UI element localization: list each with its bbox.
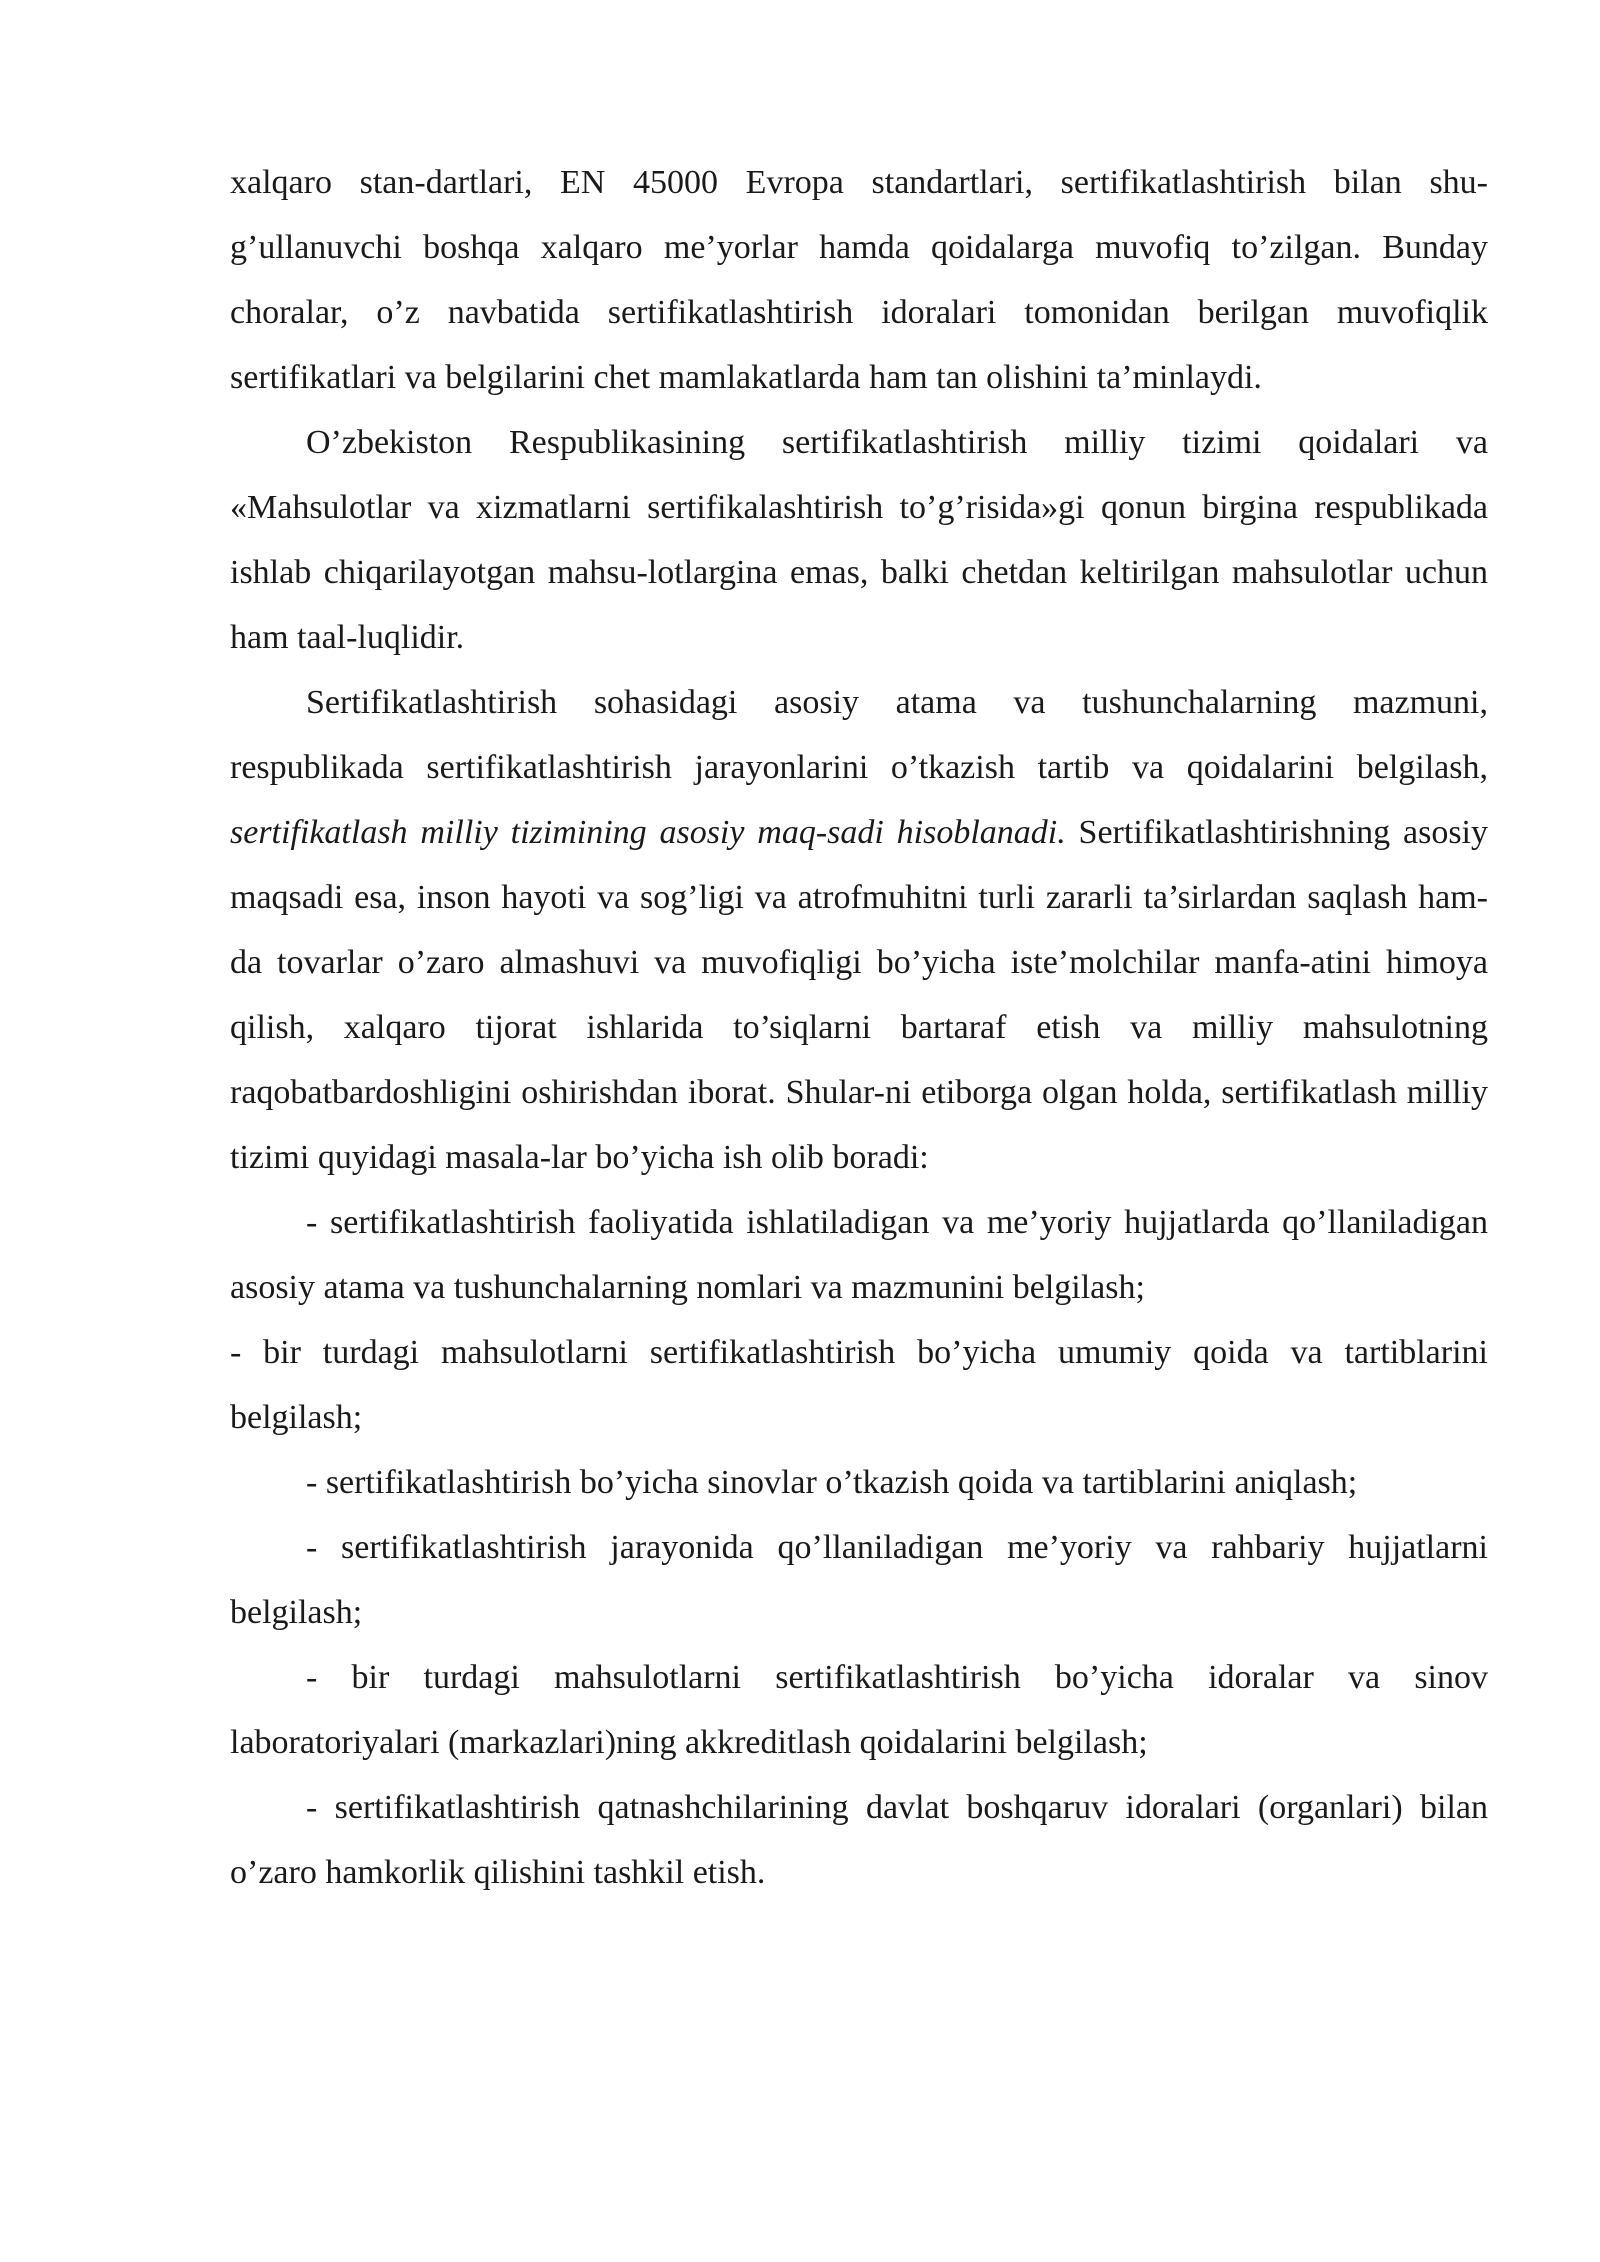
paragraph-text-end: Sertifikatlashtirishning asosiy maqsadi esa, inson hayoti va sog’ligi va atrofmuhitni turli zararli ta’sirlardan saqlash ham-da tovarlar o’zaro almashuvi va muvofiqligi bo’yicha iste’molchilar manfa-atini himoya qilish, xalqaro tijorat ishlarida to’siqlarni bartaraf etish va milliy mahsulotning raqobatbardoshligini oshirishdan iborat. Shular-ni etiborga olgan holda, sertifikatlash milliy tizimi quyidagi masala-lar bo’yicha ish olib boradi:: [230, 814, 1489, 1176]
list-item: - sertifikatlashtirish bo’yicha sinovlar o’tkazish qoida va tartiblarini aniqlash;: [306, 1464, 1358, 1501]
paragraph-text-start: Sertifikatlashtirish sohasidagi asosiy atama va tushunchalarning mazmuni, respublikada sertifikatlashtirish jarayonlarini o’tkazish tartib va qoidalarini belgilash,: [230, 684, 1488, 786]
paragraph-text-italic: sertifikatlash milliy tizimining asosiy maq-sadi hisoblanadi.: [230, 814, 1066, 851]
paragraph-republic-rules: O’zbekiston Respublikasining sertifikatlashtirish milliy tizimi qoidalari va «Mahsulotlar va xizmatlarni sertifikalashtirish to’g’risida»gi qonun birgina respublikada ishlab chiqarilayotgan mahsu-lotlargina emas, balki chetdan keltirilgan mahsulotlar uchun ham taal-luqlidir.: [230, 424, 1488, 656]
document-page: [230, 150, 1488, 1905]
paragraph-certification-goals: [230, 670, 1488, 1190]
list-item: - bir turdagi mahsulotlarni sertifikatlashtirish bo’yicha umumiy qoida va tartiblarini belgilash;: [230, 1334, 1488, 1436]
list-item: - sertifikatlashtirish jarayonida qo’llaniladigan me’yoriy va rahbariy hujjatlarni belgilash;: [230, 1529, 1488, 1631]
list-item: - sertifikatlashtirish qatnashchilarining davlat boshqaruv idoralari (organlari) bilan o’zaro hamkorlik qilishini tashkil etish.: [230, 1789, 1488, 1891]
paragraph-continuation: xalqaro stan-dartlari, EN 45000 Evropa standartlari, sertifikatlashtirish bilan shu-g’ullanuvchi boshqa xalqaro me’yorlar hamda qoidalarga muvofiq to’zilgan. Bunday choralar, o’z navbatida sertifikatlashtirish idoralari tomonidan berilgan muvofiqlik sertifikatlari va belgilarini chet mamlakatlarda ham tan olishini ta’minlaydi.: [230, 164, 1488, 396]
list-item: - bir turdagi mahsulotlarni sertifikatlashtirish bo’yicha idoralar va sinov laboratoriyalari (markazlari)ning akkreditlash qoidalarini belgilash;: [230, 1659, 1488, 1761]
list-item: - sertifikatlashtirish faoliyatida ishlatiladigan va me’yoriy hujjatlarda qo’llaniladigan asosiy atama va tushunchalarning nomlari va mazmunini belgilash;: [230, 1204, 1488, 1306]
